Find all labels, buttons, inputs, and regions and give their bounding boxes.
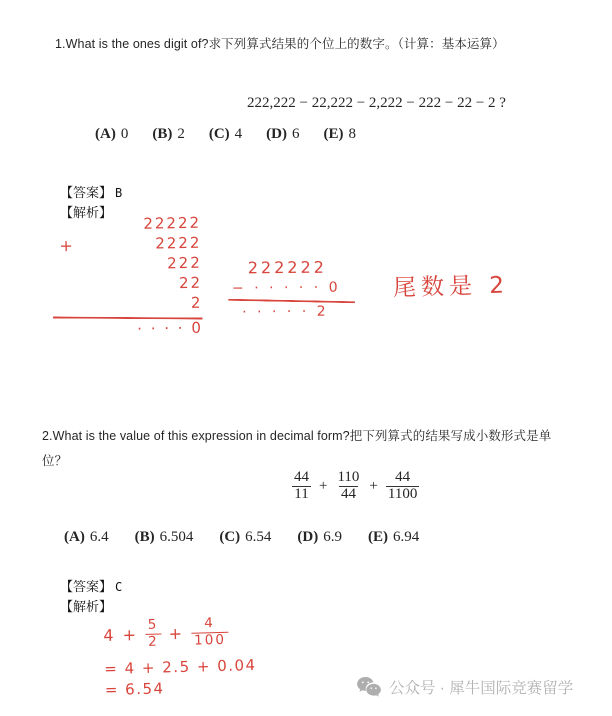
addend-row: 22222	[143, 213, 202, 233]
answer-label: 【答案】	[60, 579, 113, 594]
plus-sign: +	[59, 235, 76, 256]
question-1-expression: 222,222 − 22,222 − 2,222 − 222 − 22 − 2 ?	[247, 95, 506, 111]
minuend: 222222	[247, 257, 327, 278]
difference-line	[228, 299, 355, 303]
footer-text: 公众号 · 犀牛国际竞赛留学	[389, 680, 574, 697]
addition-column	[89, 213, 203, 315]
question-1-options	[95, 126, 356, 143]
work-line-3: = 6.54	[104, 679, 165, 700]
addend-row: 2222	[155, 233, 202, 253]
question-1-answer	[60, 182, 122, 202]
option-c: (C) 6.54	[219, 529, 272, 545]
question-2-answer	[60, 576, 122, 596]
question-2-expression	[292, 470, 419, 503]
answer-value: B	[115, 186, 123, 200]
addend-row: 222	[166, 253, 202, 273]
question-1-prompt: 1.What is the ones digit of?求下列算式结果的个位上的数字。（计算：基本运算）	[55, 36, 505, 51]
option-b: (B) 2	[152, 126, 185, 142]
option-d: (D) 6	[266, 126, 300, 142]
plus-operator: +	[369, 477, 378, 494]
plus-operator: +	[168, 623, 185, 643]
question-2-prompt-line2: 位？	[42, 453, 68, 468]
question-2-analysis-label: 【解析】	[60, 599, 113, 614]
question-2-prompt-line1: 2.What is the value of this expression in decimal form?把下列算式的结果写成小数形式是单	[42, 428, 552, 443]
handwritten-fraction: $\frac{4}{100}$	[191, 616, 230, 649]
q1-handwritten-note: 尾数是 2	[392, 272, 510, 302]
q2-handwritten-work	[103, 615, 257, 699]
question-1-analysis-label: 【解析】	[60, 205, 113, 220]
q1-handwritten-addition	[51, 213, 205, 340]
answer-label: 【答案】	[60, 185, 113, 200]
option-a: (A) 0	[95, 126, 129, 142]
term: 4	[103, 625, 116, 645]
option-a: (A) 6.4	[64, 529, 109, 545]
work-line-2: = 4 + 2.5 + 0.04	[104, 656, 257, 679]
plus-operator: +	[122, 624, 139, 645]
option-d: (D) 6.9	[297, 529, 342, 545]
option-b: (B) 6.504	[134, 529, 194, 545]
option-e: (E) 8	[323, 126, 356, 142]
wechat-icon	[356, 676, 382, 698]
q1-handwritten-subtraction	[228, 257, 359, 320]
subtraction-result: · · · · · 2	[242, 303, 329, 321]
answer-value: C	[115, 580, 123, 594]
plus-operator: +	[319, 477, 328, 494]
option-e: (E) 6.94	[367, 529, 420, 545]
handwritten-fraction: $\frac{5}{2}$	[145, 617, 162, 649]
work-line-1	[103, 615, 256, 651]
addend-row: 22	[178, 273, 203, 293]
option-c: (C) 4	[208, 126, 243, 142]
fraction: $\frac{44}{11}$	[294, 469, 309, 502]
subtrahend-row: − · · · · · 0	[231, 279, 341, 297]
addend-row: 2	[190, 293, 203, 312]
fraction: $\frac{44}{1100}$	[387, 469, 418, 502]
footer	[356, 676, 573, 698]
question-2-options	[64, 529, 419, 546]
addition-result: · · · · 0	[137, 318, 204, 338]
fraction: $\frac{110}{44}$	[337, 469, 360, 502]
